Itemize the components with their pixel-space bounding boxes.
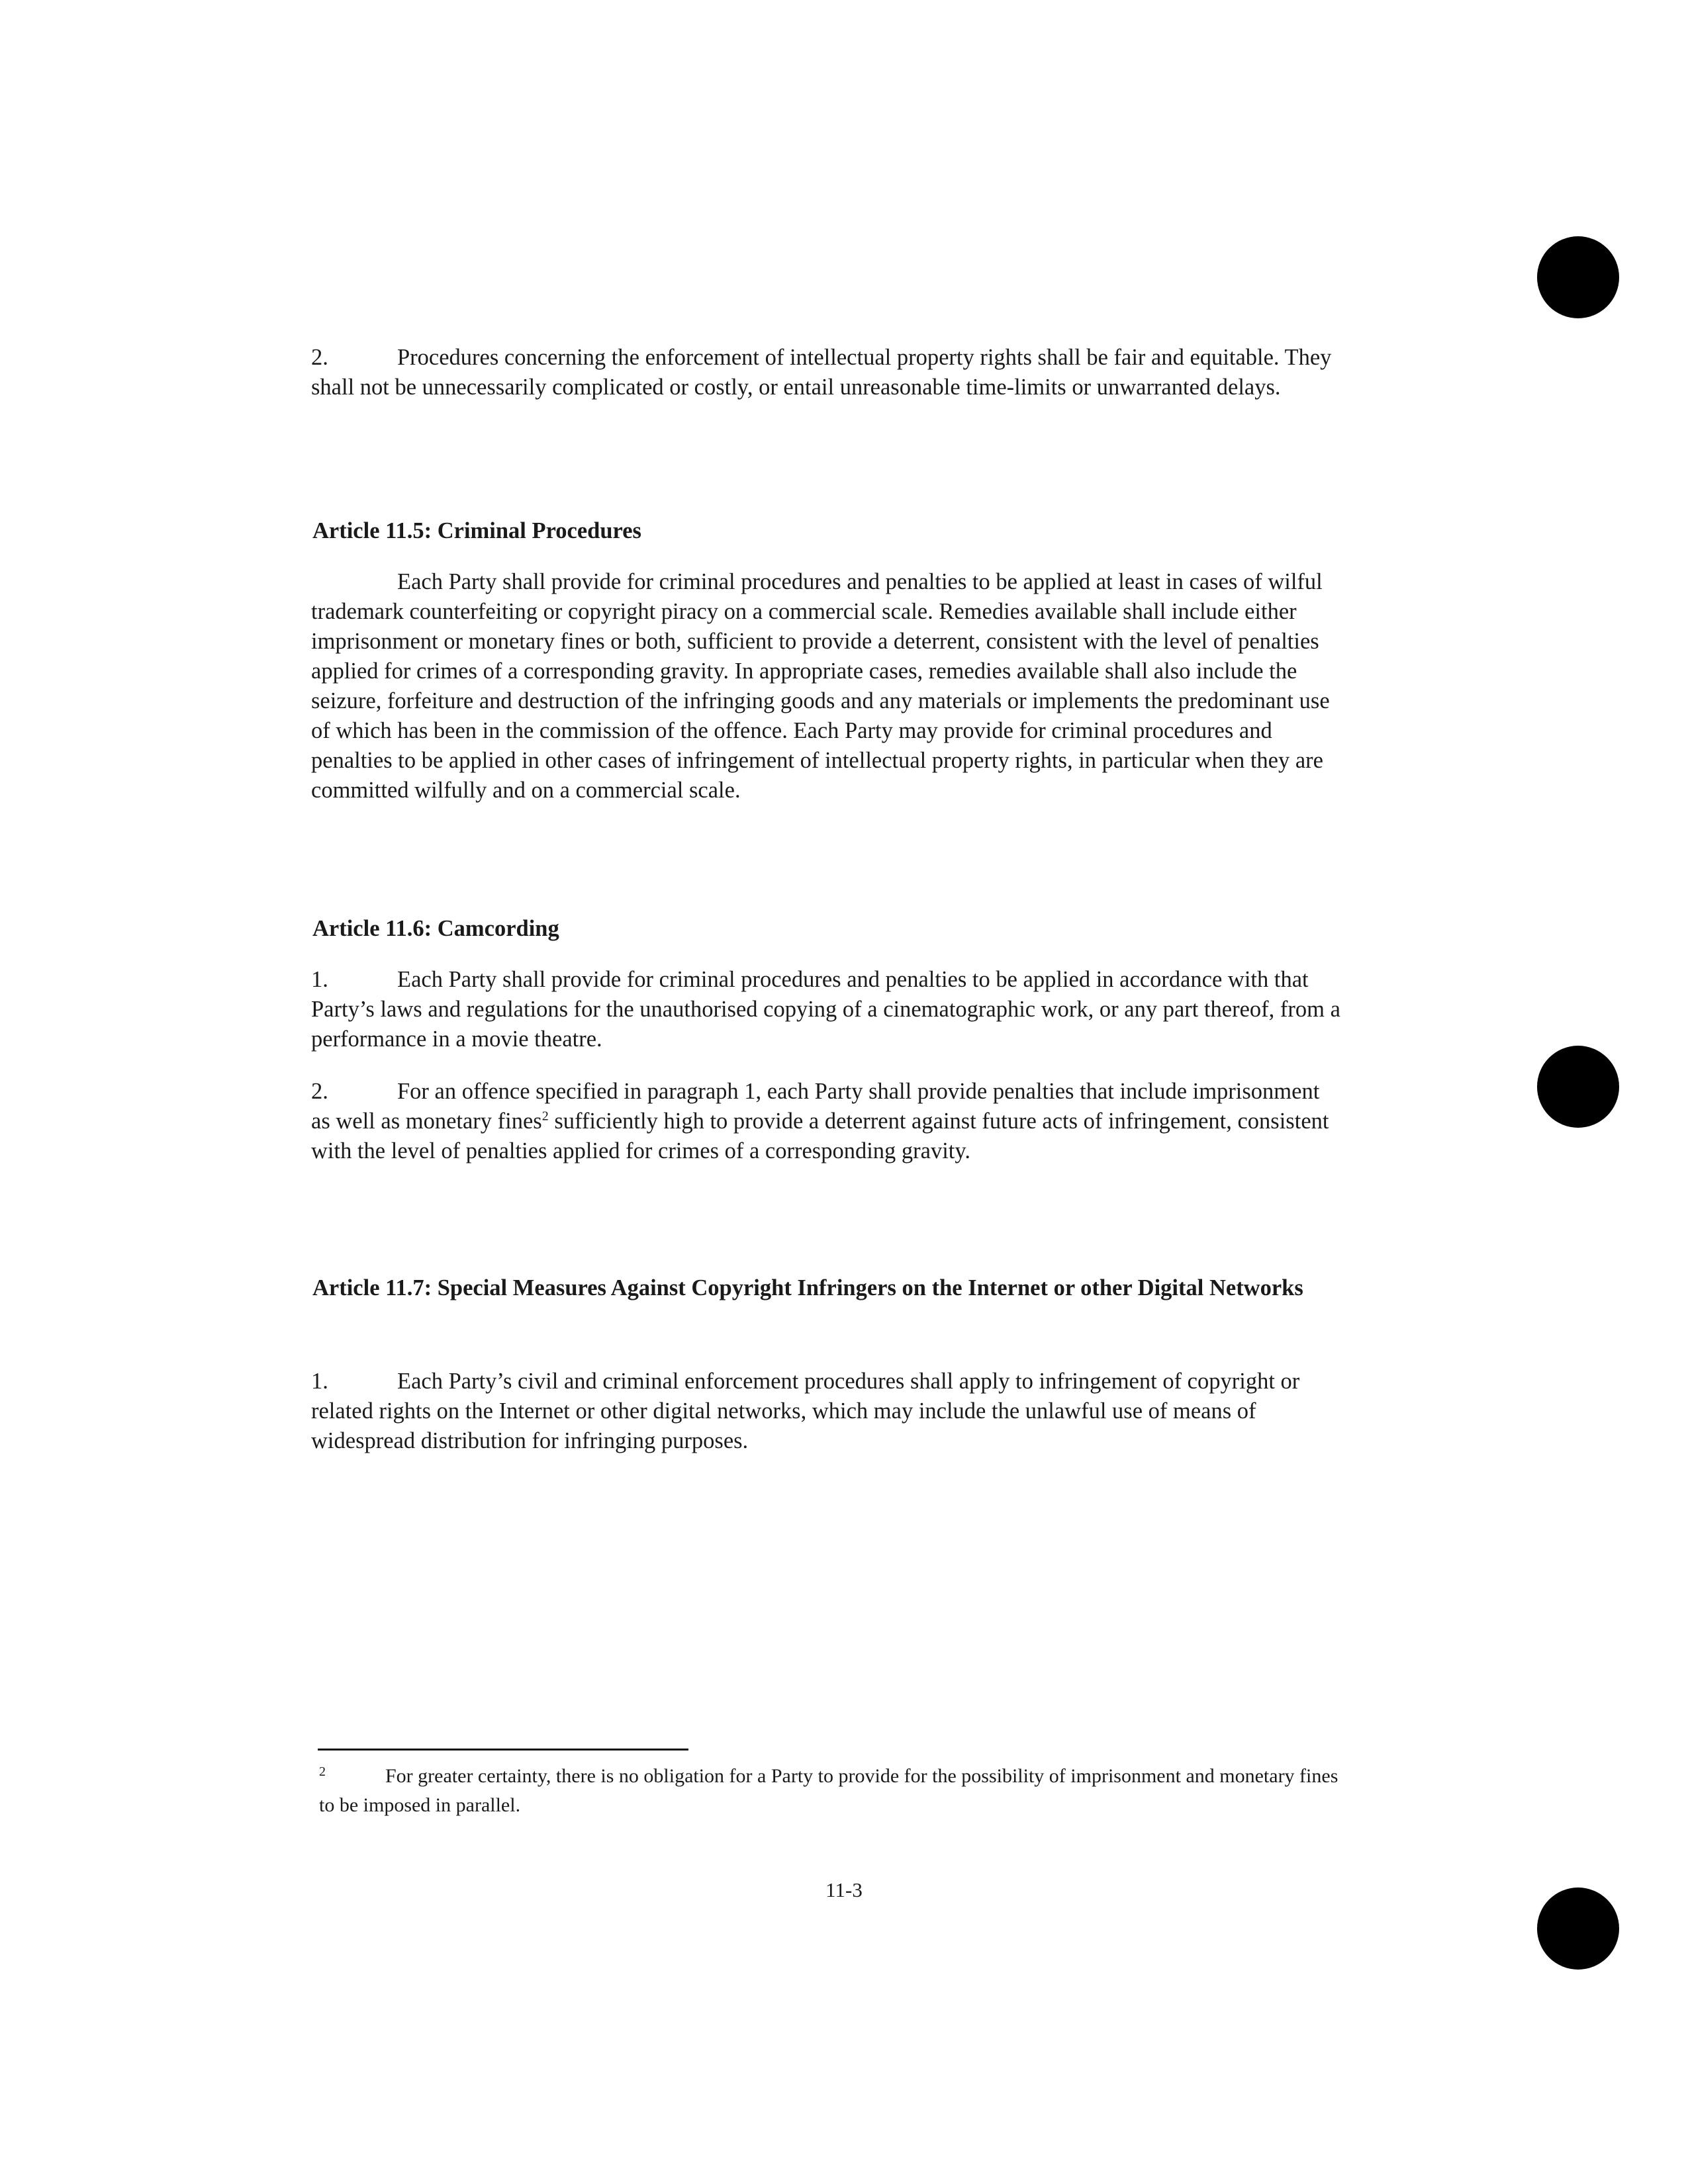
footnote [319,1757,1352,1820]
footnote-mark: 2 [319,1764,326,1779]
paragraph-2 [311,343,1344,402]
article-11-5-heading: Article 11.5: Criminal Procedures [312,518,641,543]
article-11-6-paragraph-1 [311,965,1344,1054]
paragraph-text-before: For an offence specified in paragraph 1, each Party shall provide penalties that include imprisonment as well as monetary fines [311,1079,1320,1134]
footnote-reference[interactable]: 2 [541,1109,549,1124]
article-11-7-heading: Article 11.7: Special Measures Against Copyright Infringers on the Internet or other Digital Networks [312,1275,1303,1300]
footnote-divider [318,1749,688,1751]
paragraph-number: 1. [311,1369,328,1394]
paragraph-text-after: sufficiently high to provide a deterrent against future acts of infringement, consistent with the level of penalties applied for crimes of a corresponding gravity. [311,1109,1329,1163]
paragraph-text: Each Party shall provide for criminal procedures and penalties to be applied in accordance with that Party’s laws and regulations for the unauthorised copying of a cinematographic work, or any part thereof, from a performance in a movie theatre. [311,967,1340,1052]
paragraph-number: 2. [311,1079,328,1104]
article-11-6-heading: Article 11.6: Camcording [312,916,559,941]
article-11-5-body [311,567,1344,805]
paragraph-number: 2. [311,345,328,370]
article-11-7-paragraph-1 [311,1367,1344,1456]
footnote-text: For greater certainty, there is no obligation for a Party to provide for the possibility of imprisonment and monetary fines to be imposed in parallel. [319,1765,1338,1816]
paragraph-text: Each Party’s civil and criminal enforcement procedures shall apply to infringement of copyright or related rights on the Internet or other digital networks, which may include the unlawful use of means of widespread distribution for infringing purposes. [311,1369,1300,1453]
paragraph-text: Procedures concerning the enforcement of intellectual property rights shall be fair and equitable. They shall not be unnecessarily complicated or costly, or entail unreasonable time-limits or unwarranted delays. [311,345,1332,400]
paragraph-number: 1. [311,967,328,992]
punch-hole-middle [1537,1046,1619,1128]
article-11-5-text: Each Party shall provide for criminal procedures and penalties to be applied at least in cases of wilful trademark counterfeiting or copyright piracy on a commercial scale. Remedies available shall include either imprisonment or monetary fines or both, sufficient to provide a deterrent, consistent with the level of penalties applied for crimes of a corresponding gravity. In appropriate cases, remedies available shall also include the seizure, forfeiture and destruction of the infringing goods and any materials or implements the predominant use of which has been in the commission of the offence. Each Party may provide for criminal procedures and penalties to be applied in other cases of infringement of intellectual property rights, in particular when they are committed wilfully and on a commercial scale. [311,569,1330,803]
punch-hole-top [1537,236,1619,318]
punch-hole-bottom [1537,1888,1619,1970]
page-number: 11-3 [825,1878,863,1901]
article-11-6-paragraph-2 [311,1077,1344,1166]
